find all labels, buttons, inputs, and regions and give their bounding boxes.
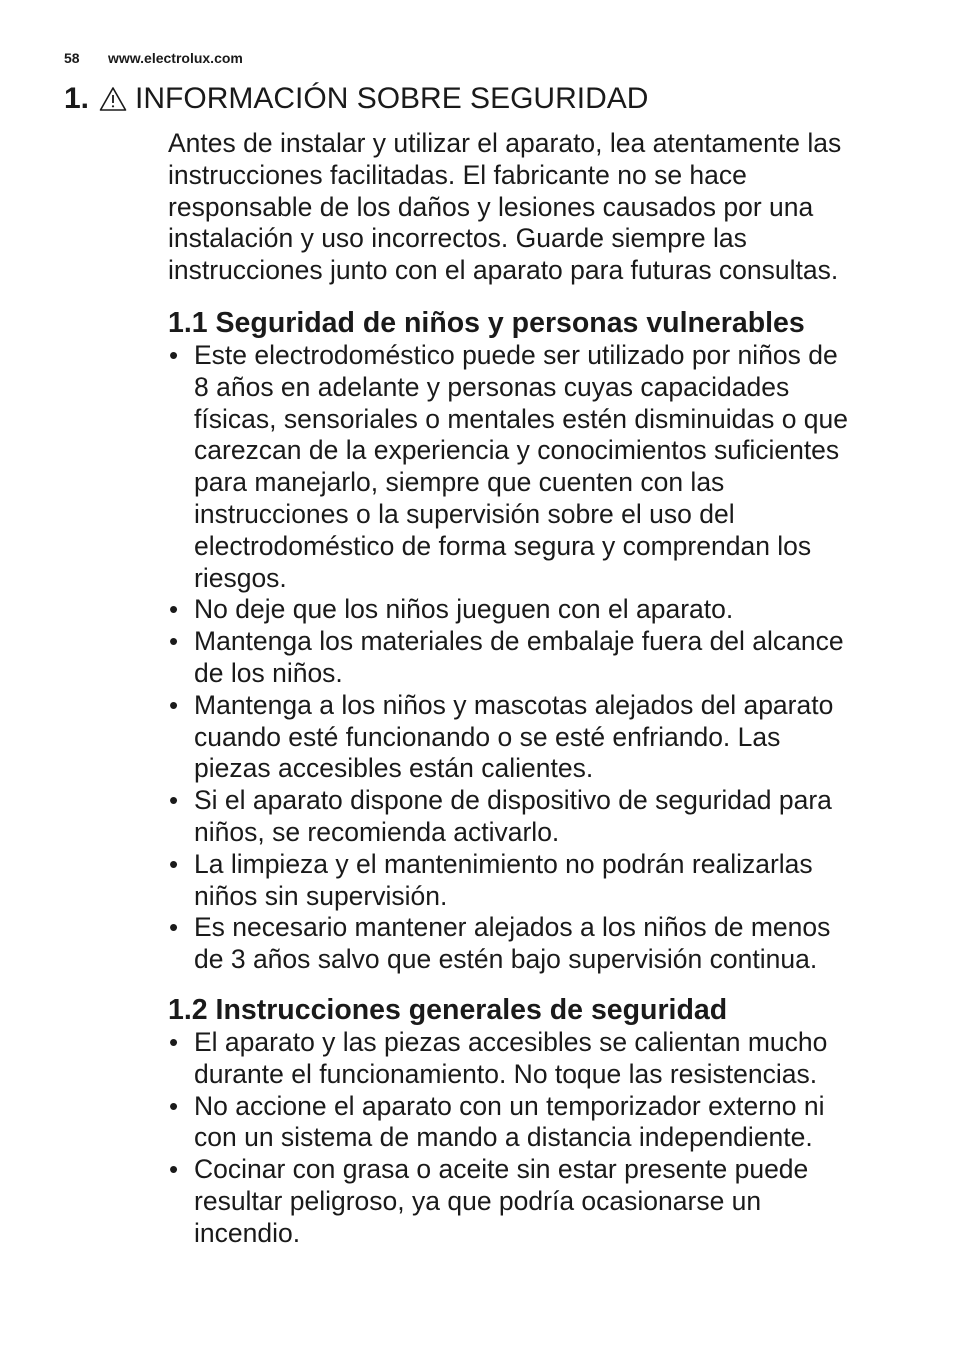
subsection-number: 1.1	[168, 306, 208, 339]
list-item-text: piezas accesibles están calientes.	[194, 753, 594, 784]
warning-triangle-icon	[99, 86, 127, 112]
list-item-text: Mantenga los materiales de embalaje fuera del alcance	[194, 626, 844, 657]
list-item	[168, 340, 908, 594]
list-item-text: No deje que los niños jueguen con el aparato.	[194, 594, 734, 625]
list-item-text: Si el aparato dispone de dispositivo de seguridad para	[194, 785, 832, 816]
list-item-text: riesgos.	[194, 562, 287, 593]
intro-line: instrucciones facilitadas. El fabricante no se hace	[168, 159, 747, 190]
bullet-icon: •	[169, 626, 179, 657]
list-item-text: 8 años en adelante y personas cuyas capacidades	[194, 371, 790, 402]
subsection-heading	[168, 993, 908, 1027]
list-item-text: El aparato y las piezas accesibles se calientan mucho	[194, 1026, 828, 1057]
list-item	[168, 785, 908, 849]
list-item-text: de los niños.	[194, 657, 343, 688]
subsection-title: Seguridad de niños y personas vulnerables	[215, 306, 805, 339]
list-item-text: incendio.	[194, 1217, 301, 1248]
bullet-icon: •	[169, 1026, 179, 1057]
list-item-text: Este electrodoméstico puede ser utilizado por niños de	[194, 339, 838, 370]
list-item-text: resultar peligroso, ya que podría ocasionarse un	[194, 1185, 762, 1216]
list-item-text: durante el funcionamiento. No toque las resistencias.	[194, 1058, 818, 1089]
bullet-icon: •	[169, 785, 179, 816]
list-item	[168, 912, 908, 976]
list-item	[168, 1154, 908, 1249]
list-item-text: cuando esté funcionando o se esté enfriando. Las	[194, 721, 781, 752]
section-title: INFORMACIÓN SOBRE SEGURIDAD	[135, 82, 649, 115]
list-item-text: de 3 años salvo que estén bajo supervisión continua.	[194, 944, 818, 975]
intro-line: responsable de los daños y lesiones causados por una	[168, 191, 814, 222]
website-url: www.electrolux.com	[108, 50, 243, 66]
section-heading	[64, 82, 648, 116]
bullet-list	[168, 340, 908, 976]
list-item-text: físicas, sensoriales o mentales estén disminuidas o que	[194, 403, 849, 434]
bullet-icon: •	[169, 912, 179, 943]
bullet-icon: •	[169, 339, 179, 370]
list-item	[168, 1027, 908, 1091]
list-item-text: para manejarlo, siempre que cuenten con las	[194, 467, 725, 498]
list-item-text: carezcan de la experiencia y conocimientos suficientes	[194, 435, 840, 466]
bullet-icon: •	[169, 1154, 179, 1185]
list-item	[168, 626, 908, 690]
list-item	[168, 594, 908, 626]
intro-paragraph	[168, 128, 908, 287]
list-item-text: niños sin supervisión.	[194, 880, 448, 911]
list-item-text: Es necesario mantener alejados a los niños de menos	[194, 912, 831, 943]
intro-line: instrucciones junto con el aparato para futuras consultas.	[168, 255, 839, 286]
list-item-text: Mantenga a los niños y mascotas alejados del aparato	[194, 689, 834, 720]
bullet-icon: •	[169, 594, 179, 625]
intro-line: Antes de instalar y utilizar el aparato, lea atentamente las	[168, 128, 842, 158]
list-item-text: electrodoméstico de forma segura y comprendan los	[194, 530, 812, 561]
bullet-icon: •	[169, 848, 179, 879]
list-item-text: La limpieza y el mantenimiento no podrán realizarlas	[194, 848, 813, 879]
list-item	[168, 690, 908, 785]
intro-line: instalación y uso incorrectos. Guarde siempre las	[168, 223, 747, 254]
list-item	[168, 1091, 908, 1155]
content	[168, 128, 908, 1250]
bullet-list	[168, 1027, 908, 1250]
subsection-heading	[168, 306, 908, 340]
page-header	[64, 50, 243, 66]
list-item	[168, 849, 908, 913]
page-number: 58	[64, 50, 80, 66]
list-item-text: Cocinar con grasa o aceite sin estar presente puede	[194, 1154, 809, 1185]
subsection-title: Instrucciones generales de seguridad	[215, 993, 728, 1026]
subsection-number: 1.2	[168, 993, 208, 1026]
list-item-text: con un sistema de mando a distancia independiente.	[194, 1122, 813, 1153]
list-item-text: instrucciones o la supervisión sobre el uso del	[194, 498, 735, 529]
section-number: 1.	[64, 82, 90, 115]
list-item-text: No accione el aparato con un temporizador externo ni	[194, 1090, 825, 1121]
bullet-icon: •	[169, 1090, 179, 1121]
bullet-icon: •	[169, 689, 179, 720]
list-item-text: niños, se recomienda activarlo.	[194, 816, 560, 847]
